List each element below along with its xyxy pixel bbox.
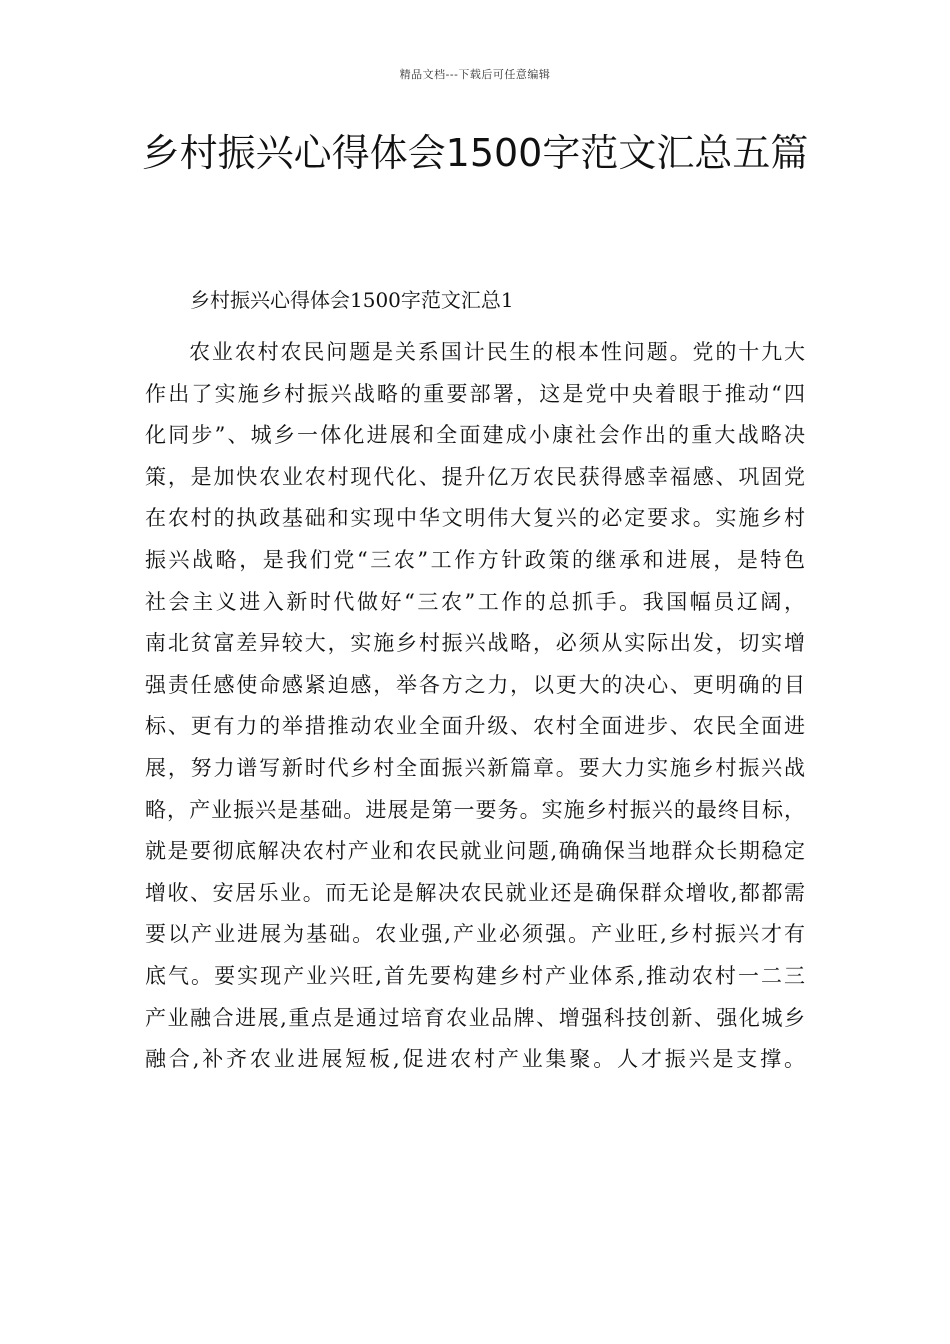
- paragraph-line: 强责任感使命感紧迫感，举各方之力，以更大的决心、更明确的目: [145, 672, 805, 697]
- section-heading: 乡村振兴心得体会1500字范文汇总1: [190, 288, 514, 312]
- paragraph-line: 就是要彻底解决农村产业和农民就业问题,确确保当地群众长期稳定: [145, 839, 805, 864]
- paragraph-line: 略，产业振兴是基础。进展是第一要务。实施乡村振兴的最终目标，: [145, 797, 805, 822]
- paragraph-line: 要以产业进展为基础。农业强,产业必须强。产业旺,乡村振兴才有: [145, 922, 805, 947]
- header-watermark: 精品文档---下载后可任意编辑: [399, 68, 551, 81]
- paragraph-line: 农业农村农民问题是关系国计民生的根本性问题。党的十九大: [189, 340, 805, 364]
- paragraph-line: 展，努力谱写新时代乡村全面振兴新篇章。要大力实施乡村振兴战: [145, 755, 805, 780]
- body-paragraph: [145, 332, 805, 1081]
- paragraph-line: 策，是加快农业农村现代化、提升亿万农民获得感幸福感、巩固党: [145, 464, 805, 489]
- paragraph-line: 融合,补齐农业进展短板,促进农村产业集聚。人才振兴是支撑。: [145, 1047, 805, 1072]
- paragraph-line: 振兴战略，是我们党“三农”工作方针政策的继承和进展，是特色: [145, 547, 805, 572]
- paragraph-line: 标、更有力的举措推动农业全面升级、农村全面进步、农民全面进: [145, 714, 805, 739]
- paragraph-line: 社会主义进入新时代做好“三农”工作的总抓手。我国幅员辽阔，: [145, 589, 805, 614]
- paragraph-line: 产业融合进展,重点是通过培育农业品牌、增强科技创新、强化城乡: [145, 1005, 805, 1030]
- paragraph-line: 底气。要实现产业兴旺,首先要构建乡村产业体系,推动农村一二三: [145, 963, 805, 988]
- document-title: 乡村振兴心得体会1500字范文汇总五篇: [141, 131, 809, 175]
- paragraph-line: 化同步”、城乡一体化进展和全面建成小康社会作出的重大战略决: [145, 423, 805, 448]
- paragraph-line: 在农村的执政基础和实现中华文明伟大复兴的必定要求。实施乡村: [145, 506, 805, 531]
- paragraph-line: 作出了实施乡村振兴战略的重要部署，这是党中央着眼于推动“四: [145, 381, 805, 406]
- paragraph-line: 南北贫富差异较大，实施乡村振兴战略，必须从实际出发，切实增: [145, 631, 805, 656]
- paragraph-line: 增收、安居乐业。而无论是解决农民就业还是确保群众增收,都都需: [145, 880, 805, 905]
